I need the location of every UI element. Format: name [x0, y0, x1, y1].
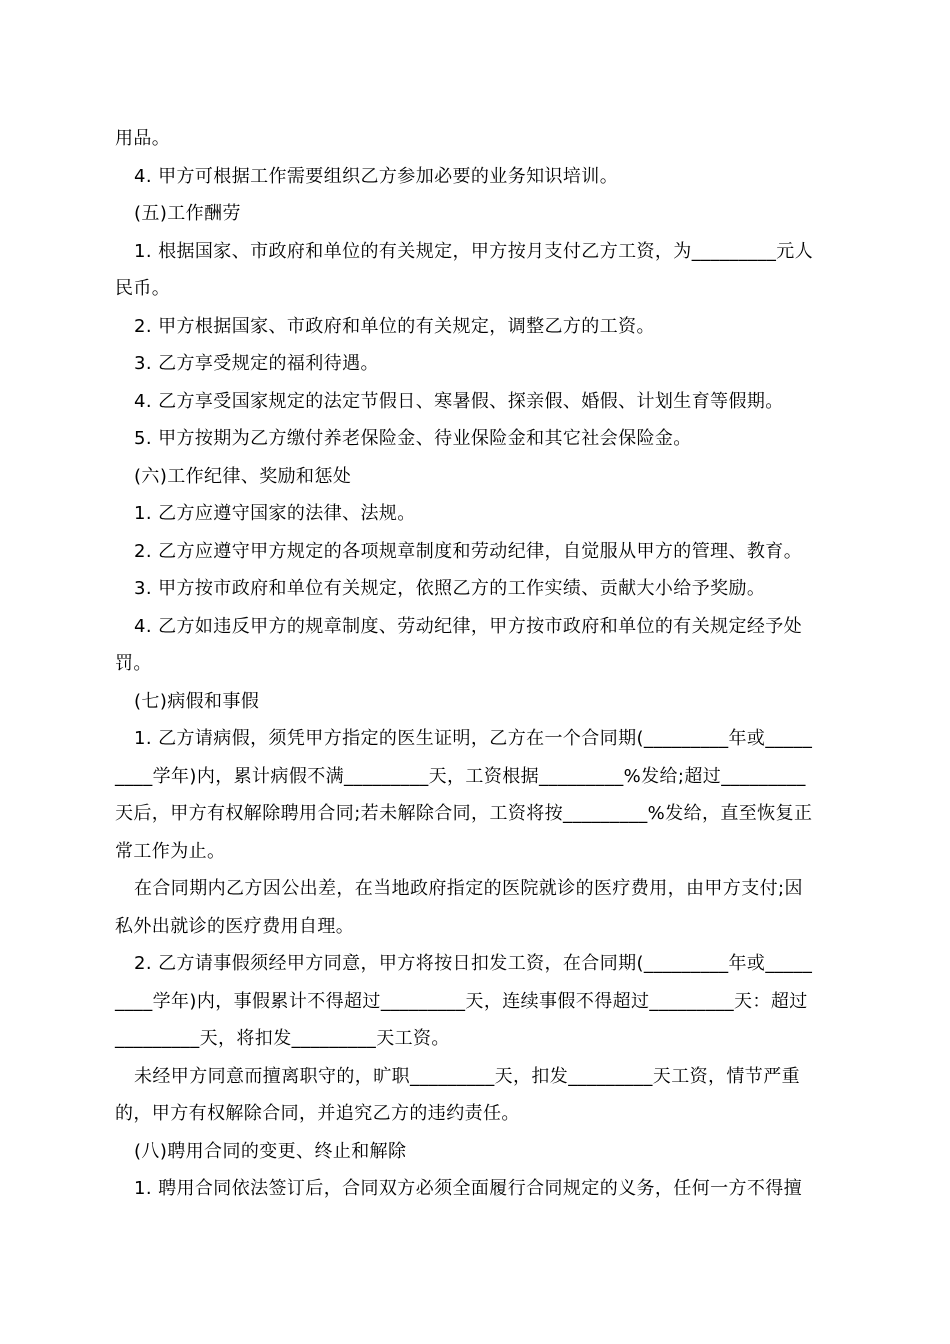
clause-4-penalties: 4. 乙方如违反甲方的规章制度、劳动纪律，甲方按市政府和单位的有关规定经予处 [134, 615, 803, 637]
paragraph-line: 用品。 [115, 128, 171, 149]
clause-1-sick-leave: 1. 乙方请病假，须凭甲方指定的医生证明，乙方在一个合同期(_________年或_____ [134, 728, 813, 749]
paragraph-line: ____学年)内，事假累计不得超过_________天，连续事假不得超过_________天：超过 [115, 990, 808, 1012]
clause-1-laws: 1. 乙方应遵守国家的法律、法规。 [134, 503, 416, 524]
paragraph-line: 民币。 [115, 278, 171, 299]
clause-5-insurance: 5. 甲方按期为乙方缴付养老保险金、待业保险金和其它社会保险金。 [134, 428, 692, 449]
paragraph-absence: 未经甲方同意而擅离职守的，旷职_________天，扣发_________天工资，情节严重 [134, 1065, 800, 1087]
paragraph-line: 常工作为止。 [115, 840, 226, 862]
paragraph-line: ____学年)内，累计病假不满_________天，工资根据_________%发给;超过_________ [115, 765, 806, 787]
clause-4-training: 4. 甲方可根据工作需要组织乙方参加必要的业务知识培训。 [134, 165, 619, 187]
clause-1-salary: 1. 根据国家、市政府和单位的有关规定，甲方按月支付乙方工资，为_________元人 [134, 240, 814, 262]
paragraph-line: 罚。 [115, 653, 152, 674]
paragraph-line: _________天，将扣发_________天工资。 [115, 1028, 450, 1049]
clause-2-rules: 2. 乙方应遵守甲方规定的各项规章制度和劳动纪律，自觉服从甲方的管理、教育。 [134, 540, 803, 562]
clause-2-salary-adjust: 2. 甲方根据国家、市政府和单位的有关规定，调整乙方的工资。 [134, 315, 655, 337]
clause-1-contract-obligations: 1. 聘用合同依法签订后，合同双方必须全面履行合同规定的义务，任何一方不得擅 [134, 1178, 803, 1199]
paragraph-line: 的，甲方有权解除合同，并追究乙方的违约责任。 [115, 1103, 520, 1124]
clause-4-holidays: 4. 乙方享受国家规定的法定节假日、寒暑假、探亲假、婚假、计划生育等假期。 [134, 390, 784, 412]
section-heading-leave: (七)病假和事假 [134, 690, 260, 712]
section-heading-contract-changes: (八)聘用合同的变更、终止和解除 [134, 1140, 407, 1162]
clause-2-personal-leave: 2. 乙方请事假须经甲方同意，甲方将按日扣发工资，在合同期(_________年或_____ [134, 953, 813, 974]
clause-3-benefits: 3. 乙方享受规定的福利待遇。 [134, 353, 379, 374]
clause-3-rewards: 3. 甲方按市政府和单位有关规定，依照乙方的工作实绩、贡献大小给予奖励。 [134, 578, 766, 599]
paragraph-line: 私外出就诊的医疗费用自理。 [115, 915, 355, 937]
paragraph-line: 天后，甲方有权解除聘用合同;若未解除合同，工资将按_________%发给，直至恢复正 [115, 803, 813, 824]
document-body [115, 120, 835, 1208]
section-heading-compensation: (五)工作酬劳 [134, 203, 241, 224]
section-heading-discipline: (六)工作纪律、奖励和惩处 [134, 465, 352, 487]
paragraph-medical-costs: 在合同期内乙方因公出差，在当地政府指定的医院就诊的医疗费用，由甲方支付;因 [134, 878, 803, 899]
